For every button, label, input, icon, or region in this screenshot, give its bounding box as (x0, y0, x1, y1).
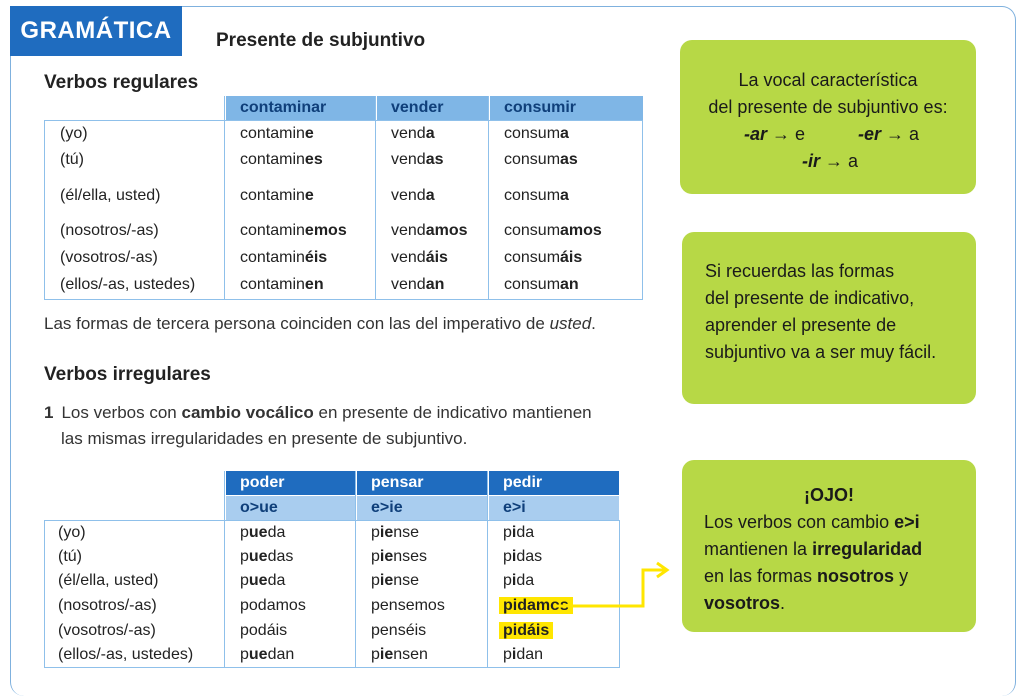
regular-verbs-table (44, 96, 644, 302)
arrow-icon (555, 560, 675, 620)
section-tag: GRAMÁTICA (10, 6, 182, 56)
rule-ar: -ar → e (744, 124, 806, 144)
ojo-line: Los verbos con cambio e>i (704, 512, 920, 532)
highlighted-verb-cell: pidamos (503, 594, 573, 618)
pronoun-cell: (yo) (60, 125, 88, 142)
verb-cell: pida (503, 524, 535, 541)
grid-line (487, 471, 488, 668)
tip-line: Si recuerdas las formas (705, 261, 895, 281)
verb-cell: consuma (504, 187, 569, 204)
pronoun-cell: (nosotros/-as) (60, 222, 159, 239)
pronoun-cell: (él/ella, usted) (60, 187, 161, 204)
verb-cell: pidas (503, 548, 543, 565)
verb-cell: pensemos (371, 597, 445, 614)
ojo-line: vosotros. (704, 593, 786, 613)
regular-title: Verbos regulares (44, 72, 199, 93)
verb-cell: consumamos (504, 222, 602, 239)
irregular-verbs-table (44, 471, 624, 671)
grid-line (44, 120, 643, 121)
pronoun-cell: (él/ella, usted) (58, 572, 159, 589)
rule-er: -er → a (858, 124, 920, 144)
column-header: consumir (490, 96, 643, 120)
pronoun-cell: (vosotros/-as) (58, 622, 156, 639)
verb-cell: vendas (391, 151, 444, 168)
verb-cell: puedas (240, 548, 294, 565)
verb-cell: contaminen (240, 276, 324, 293)
verb-cell: piensen (371, 646, 428, 663)
column-header: pensar (357, 471, 487, 495)
verb-cell: pidan (503, 646, 544, 663)
ojo-line: en las formas nosotros y (704, 566, 909, 586)
tip-box-ojo (682, 460, 976, 632)
tip-box-indicative (682, 232, 976, 404)
pronoun-cell: (ellos/-as, ustedes) (58, 646, 194, 663)
grid-line (375, 96, 376, 300)
verb-cell: contamines (240, 151, 323, 168)
irregular-rule: 1 Los verbos con cambio vocálico en presente de indicativo mantienen (44, 403, 592, 422)
verb-cell: consuman (504, 276, 579, 293)
verb-cell: podamos (240, 597, 306, 614)
grid-line (488, 96, 489, 300)
verb-cell: consuma (504, 125, 569, 142)
tip-line: aprender el presente de (705, 315, 897, 335)
ojo-title: ¡OJO! (803, 485, 854, 505)
grid-line (224, 96, 225, 300)
column-header: poder (226, 471, 355, 495)
verb-cell: venda (391, 125, 435, 142)
irregular-rule-line2: las mismas irregularidades en presente de subjuntivo. (61, 429, 468, 448)
verb-cell: pienses (371, 548, 428, 565)
verb-cell: vendáis (391, 249, 448, 266)
regular-note: Las formas de tercera persona coinciden con las del imperativo de usted. (44, 314, 596, 333)
verb-cell: contaminéis (240, 249, 328, 266)
verb-cell: piense (371, 524, 420, 541)
verb-cell: consumas (504, 151, 578, 168)
tip-line: del presente de subjuntivo es: (708, 97, 948, 117)
verb-cell: vendamos (391, 222, 468, 239)
verb-cell: consumáis (504, 249, 583, 266)
ojo-line: mantienen la irregularidad (704, 539, 923, 559)
irregular-title: Verbos irregulares (44, 364, 211, 385)
grid-line (224, 471, 225, 668)
tip-line: del presente de indicativo, (705, 288, 915, 308)
page-title: Presente de subjuntivo (216, 30, 426, 51)
verb-cell: vendan (391, 276, 445, 293)
verb-cell: puedan (240, 646, 295, 663)
vowel-change-header: e>ie (357, 496, 487, 520)
rule-ir: -ir → a (802, 151, 859, 171)
pronoun-cell: (vosotros/-as) (60, 249, 158, 266)
tip-line: subjuntivo va a ser muy fácil. (705, 342, 937, 362)
column-header: contaminar (226, 96, 375, 120)
verb-cell: pueda (240, 524, 286, 541)
verb-cell: pueda (240, 572, 286, 589)
vowel-change-header: o>ue (226, 496, 355, 520)
pronoun-cell: (nosotros/-as) (58, 597, 157, 614)
verb-cell: penséis (371, 622, 427, 639)
pronoun-cell: (tú) (58, 548, 82, 565)
verb-cell: contaminemos (240, 222, 347, 239)
verb-cell: piense (371, 572, 420, 589)
vowel-change-header: e>i (489, 496, 619, 520)
column-header: pedir (489, 471, 619, 495)
tip-box-vowel (680, 40, 976, 194)
column-header: vender (377, 96, 488, 120)
verb-cell: pida (503, 572, 535, 589)
pronoun-cell: (ellos/-as, ustedes) (60, 276, 196, 293)
highlighted-verb-cell: pidáis (503, 619, 553, 643)
pronoun-cell: (yo) (58, 524, 86, 541)
grid-line (355, 471, 356, 668)
verb-cell: contamine (240, 187, 314, 204)
verb-cell: podáis (240, 622, 288, 639)
verb-cell: contamine (240, 125, 314, 142)
verb-cell: venda (391, 187, 435, 204)
pronoun-cell: (tú) (60, 151, 84, 168)
tip-line: La vocal característica (738, 70, 918, 90)
